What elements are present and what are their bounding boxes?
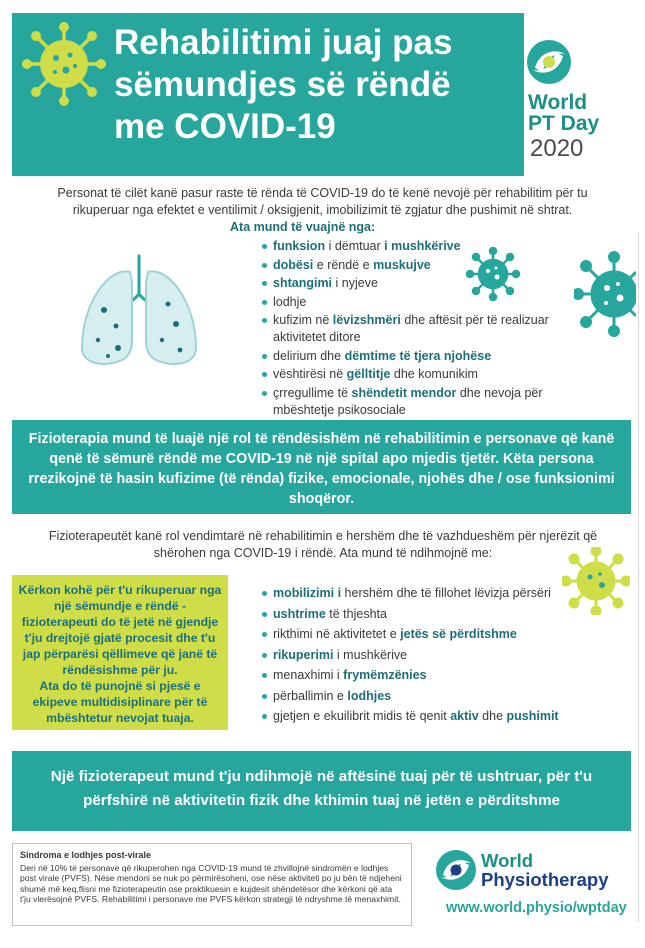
list-item: shtangimi i nyjeve [261, 275, 581, 292]
virus-icon [574, 250, 636, 338]
recovery-info-text-2: Ata do të punojnë si pjesë e ekipeve multidisiplinare për të mbështetur nevojat tuaja. [32, 679, 208, 725]
world-physiotherapy-logo [434, 848, 478, 892]
note-text: Deri në 10% të personave që rikuperohen nga COVID-19 mund të zhvillojnë sindromën e lodhjes post virale (PVFS). Nëse mendoni se nuk po përmirësoheni, ose nëse aktiviteti po ju bën të ndjeheni shumë më keq,flisni me fizioterapeutin ose praktikuesin e kujdesit shëndetësor dhe kërkoni që ata t'ju vlerësojnë PVFS. Rehabilitimi i personave me PVFS kërkon strategji të ndryshme të menaxhimit. [20, 862, 402, 905]
list-item: kufizim në lëvizshmëri dhe aftësit për të realizuar aktivitetet ditore [261, 312, 581, 346]
banner-text: Një fizioterapeut mund t'ju ndihmojë në aftësinë tuaj për të ushtruar, për t'u përfshirë në aktivitetin fizik dhe kthimin tuaj në jetën e përditshme [50, 768, 593, 809]
list-item: rikthimi në aktivitetet e jetës së përditshme [261, 626, 591, 643]
list-item: menaxhimi i frymëmzënies [261, 667, 591, 684]
brand-year: 2020 [530, 135, 584, 162]
symptoms-subtitle: Ata mund të vuajnë nga: [230, 220, 376, 234]
brand-line-1: World [481, 850, 534, 871]
title-line-3: me COVID-19 [114, 107, 336, 146]
brand-line-2: PT Day [528, 112, 600, 135]
lungs-icon [76, 252, 202, 374]
intro-text: Personat të cilët kanë pasur raste të rënda të COVID-19 do të kenë nevojë për rehabilitim për tu rikuperuar nga efektet e ventilimit / oksigjenit, imobilizimit të zgjatur dhe pushimit në shtrat. [57, 186, 588, 217]
list-item: rikuperimi i mushkërive [261, 647, 591, 664]
list-item: funksion i dëmtuar i mushkërive [261, 238, 581, 255]
help-list [261, 585, 591, 729]
world-pt-day-logo [525, 38, 573, 86]
banner-text: Fizioterapia mund të luajë një rol të rëndësishëm në rehabilitimin e personave që kanë qenë të sëmurë rëndë me COVID-19 në një spital apo mjedis tjetër. Këta persona rrezikojnë të hasin kufizime (të rënda) fizike, emocionale, njohës dhe / ose funksionimi shoqëror. [28, 431, 615, 507]
virus-icon [22, 22, 106, 106]
list-item: vështirësi në gëlltitje dhe komunikim [261, 366, 581, 383]
page-divider [638, 232, 639, 922]
brand-name [481, 851, 609, 889]
brand-name [528, 92, 599, 134]
physiotherapist-help-banner [12, 751, 631, 831]
brand-line-1: World [528, 91, 588, 114]
list-item: delirium dhe dëmtime të tjera njohëse [261, 348, 581, 365]
list-item: gjetjen e ekuilibrit midis të qenit aktiv dhe pushimit [261, 708, 591, 725]
list-item: lodhje [261, 294, 581, 311]
physiotherapy-role-banner [12, 420, 631, 514]
title-line-1: Rehabilitimi juaj pas [114, 23, 453, 62]
list-item: dobësi e rëndë e muskujve [261, 257, 581, 274]
physiotherapists-role-text: Fizioterapeutët kanë rol vendimtarë në rehabilitimin e hershëm dhe të vazhdueshëm për njerëzit që shërohen nga COVID-19 i rëndë. Ata mund të ndihmojnë me: [48, 529, 598, 560]
note-title: Sindroma e lodhjes post-virale [20, 850, 152, 860]
list-item: mobilizimi i hershëm dhe të fillohet lëvizja përsëri [261, 585, 591, 602]
symptoms-list [261, 238, 581, 420]
list-item: përballimin e lodhjes [261, 688, 591, 705]
title-line-2: sëmundjes së rëndë [114, 65, 451, 104]
recovery-info-text-1: Kërkon kohë për t'u rikuperuar nga një sëmundje e rëndë - fizioterapeuti do të jetë në gjendje t'ju drejtojë gjatë procesit dhe t'u jap përparësi qëllimeve që janë të rëndësishme për ju. [18, 583, 222, 677]
recovery-info-box [12, 575, 228, 730]
post-viral-fatigue-note [12, 843, 412, 926]
website-link[interactable]: www.world.physio/wptday [446, 900, 627, 916]
list-item: ushtrime të thjeshta [261, 606, 591, 623]
brand-line-2: Physiotherapy [481, 869, 609, 890]
page-title [114, 22, 514, 148]
list-item: çrregullime të shëndetit mendor dhe nevoja për mbështetje psikosociale [261, 385, 581, 419]
